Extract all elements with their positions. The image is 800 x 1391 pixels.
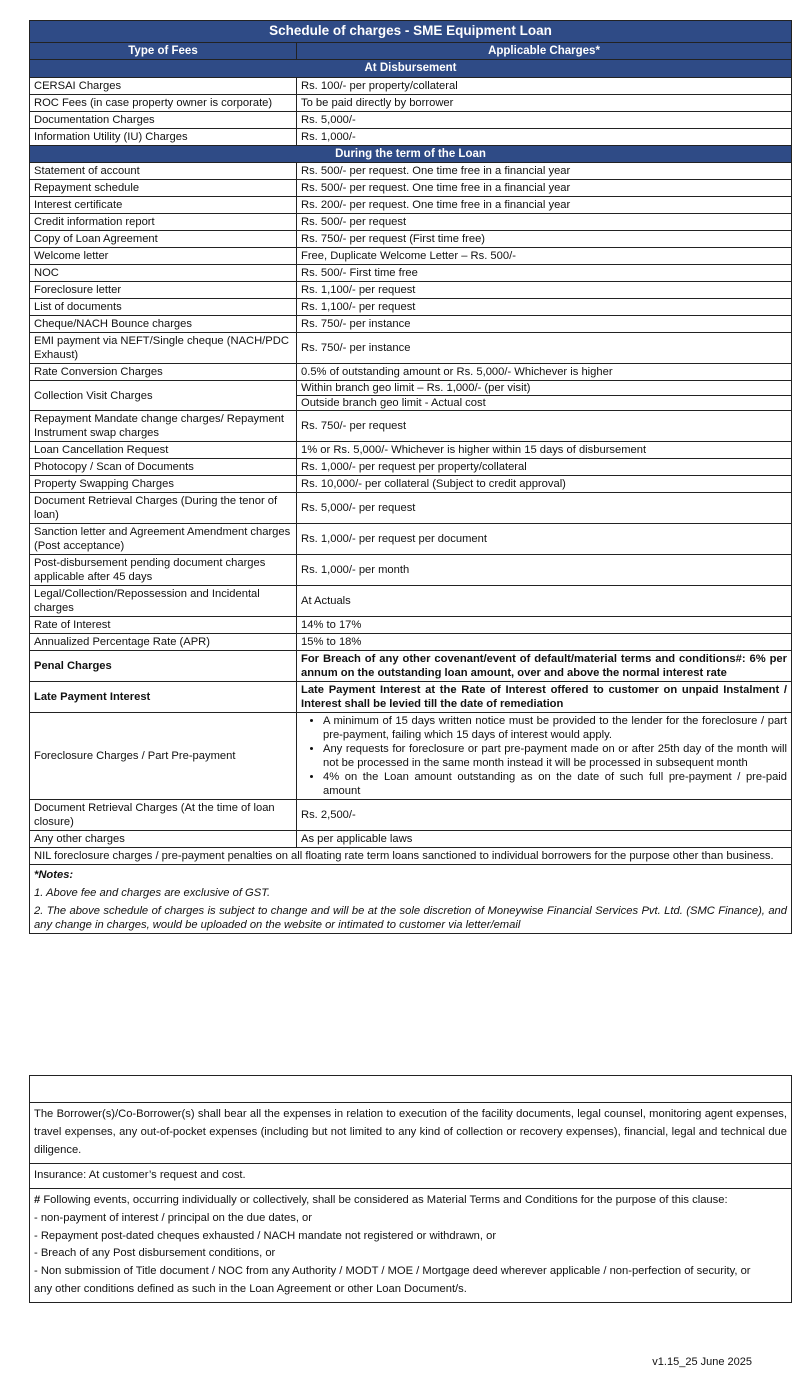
table-row <box>30 713 792 800</box>
section-heading-disbursement: At Disbursement <box>30 60 792 77</box>
fee-type: List of documents <box>30 299 297 316</box>
table-row <box>30 634 792 651</box>
collection-visit-outside: Outside branch geo limit - Actual cost <box>301 397 486 409</box>
fee-type: Cheque/NACH Bounce charges <box>30 316 297 333</box>
table-row <box>30 316 792 333</box>
fee-charge: Rs. 5,000/- per request <box>297 493 792 524</box>
fee-charge: Rs. 5,000/- <box>297 111 792 128</box>
list-item: • 4% on the Loan amount outstanding as on the date of such full pre-payment / pre-paid amount <box>323 770 787 798</box>
table-row <box>30 459 792 476</box>
table-row <box>30 214 792 231</box>
fee-charge: To be paid directly by borrower <box>297 94 792 111</box>
notes-heading: *Notes: <box>34 869 74 881</box>
table-row <box>30 831 792 848</box>
fee-charge: Late Payment Interest at the Rate of Interest offered to customer on unpaid Instalment / Interest shall be levied till the date of remediation <box>297 682 792 713</box>
notes-block <box>30 865 792 934</box>
table-row <box>30 77 792 94</box>
fee-charge: 1% or Rs. 5,000/- Whichever is higher within 15 days of disbursement <box>297 442 792 459</box>
fee-charge: Rs. 100/- per property/collateral <box>297 77 792 94</box>
fee-type: Sanction letter and Agreement Amendment charges (Post acceptance) <box>30 524 297 555</box>
table-row <box>30 651 792 682</box>
fee-charge: Free, Duplicate Welcome Letter – Rs. 500/- <box>297 248 792 265</box>
table-row <box>30 682 792 713</box>
fee-type: Rate of Interest <box>30 617 297 634</box>
fee-type: Any other charges <box>30 831 297 848</box>
fee-type: Document Retrieval Charges (During the tenor of loan) <box>30 493 297 524</box>
fee-charge: At Actuals <box>297 586 792 617</box>
fee-type: Photocopy / Scan of Documents <box>30 459 297 476</box>
fee-type: Credit information report <box>30 214 297 231</box>
version-label: v1.15_25 June 2025 <box>652 1356 752 1368</box>
fee-type: NOC <box>30 265 297 282</box>
list-item: - Repayment post-dated cheques exhausted / NACH mandate not registered or withdrawn, or <box>34 1229 497 1242</box>
table-title: Schedule of charges - SME Equipment Loan <box>30 21 792 43</box>
fee-charge: As per applicable laws <box>297 831 792 848</box>
fee-type: Statement of account <box>30 163 297 180</box>
fee-type: ROC Fees (in case property owner is corporate) <box>30 94 297 111</box>
fee-charge: Rs. 1,000/- per month <box>297 555 792 586</box>
fee-type: CERSAI Charges <box>30 77 297 94</box>
hash-marker: # <box>34 1193 41 1206</box>
fee-type: Penal Charges <box>30 651 297 682</box>
fee-type: Rate Conversion Charges <box>30 364 297 381</box>
fee-charge: Rs. 2,500/- <box>297 800 792 831</box>
fee-type: Documentation Charges <box>30 111 297 128</box>
fee-type: Document Retrieval Charges (At the time of loan closure) <box>30 800 297 831</box>
fee-type: EMI payment via NEFT/Single cheque (NACH/PDC Exhaust) <box>30 333 297 364</box>
list-item: - Non submission of Title document / NOC from any Authority / MODT / MOE / Mortgage deed wherever applicable / non-perfection of security, or <box>34 1265 751 1278</box>
material-terms-clause <box>30 1188 792 1303</box>
list-item: • Any requests for foreclosure or part pre-payment made on or after 25th day of the month will not be processed in the same month instead it will be processed in subsequent month <box>323 742 787 770</box>
table-row <box>30 128 792 145</box>
table-row <box>30 333 792 364</box>
nil-foreclosure-note: NIL foreclosure charges / pre-payment penalties on all floating rate term loans sanctioned to individual borrowers for the purpose other than business. <box>30 848 792 865</box>
list-item: any other conditions defined as such in the Loan Agreement or other Loan Document/s. <box>34 1283 467 1296</box>
charges-table <box>29 20 792 934</box>
fee-type: Foreclosure Charges / Part Pre-payment <box>30 713 297 800</box>
fee-charge: Rs. 1,000/- per request per property/collateral <box>297 459 792 476</box>
table-row <box>30 248 792 265</box>
fee-charge: Rs. 1,000/- <box>297 128 792 145</box>
fee-charge: Rs. 750/- per instance <box>297 333 792 364</box>
table-row <box>30 524 792 555</box>
table-row <box>30 94 792 111</box>
fee-charge: 0.5% of outstanding amount or Rs. 5,000/- Whichever is higher <box>297 364 792 381</box>
fee-charge: Rs. 200/- per request. One time free in a financial year <box>297 197 792 214</box>
table-row <box>30 411 792 442</box>
expenses-clause: The Borrower(s)/Co-Borrower(s) shall bear all the expenses in relation to execution of the facility documents, legal counsel, monitoring agent expenses, travel expenses, any out-of-pocket expenses (including but not limited to any kind of collection or recovery expenses), financial, legal and technical due diligence. <box>30 1103 792 1164</box>
column-header-type: Type of Fees <box>30 42 297 59</box>
fee-charge <box>297 381 792 411</box>
fee-charge: Rs. 10,000/- per collateral (Subject to credit approval) <box>297 476 792 493</box>
fee-type: Welcome letter <box>30 248 297 265</box>
fee-type: Information Utility (IU) Charges <box>30 128 297 145</box>
note-item: 1. Above fee and charges are exclusive of GST. <box>34 887 271 899</box>
fee-charge: Rs. 500/- First time free <box>297 265 792 282</box>
table-row <box>30 163 792 180</box>
collection-visit-within: Within branch geo limit – Rs. 1,000/- (per visit) <box>297 381 791 396</box>
fee-charge: For Breach of any other covenant/event of default/material terms and conditions#: 6% per annum on the outstanding loan amount, over and above the normal interest rate <box>297 651 792 682</box>
fee-charge: Rs. 750/- per request (First time free) <box>297 231 792 248</box>
list-item: - non-payment of interest / principal on the due dates, or <box>34 1211 312 1224</box>
table-row <box>30 364 792 381</box>
fee-charge: 15% to 18% <box>297 634 792 651</box>
column-header-charges: Applicable Charges* <box>297 42 792 59</box>
fee-type: Annualized Percentage Rate (APR) <box>30 634 297 651</box>
fee-charge: Rs. 1,100/- per request <box>297 299 792 316</box>
fee-type: Foreclosure letter <box>30 282 297 299</box>
terms-table <box>29 1075 792 1303</box>
table-row <box>30 180 792 197</box>
table-row <box>30 381 792 411</box>
material-intro: Following events, occurring individually or collectively, shall be considered as Material Terms and Conditions for the purpose of this clause: <box>40 1193 728 1206</box>
table-row <box>30 442 792 459</box>
table-row <box>30 493 792 524</box>
table-row <box>30 197 792 214</box>
list-item: - Breach of any Post disbursement conditions, or <box>34 1247 276 1260</box>
fee-charge: Rs. 500/- per request. One time free in a financial year <box>297 180 792 197</box>
table-row <box>30 555 792 586</box>
table-row <box>30 476 792 493</box>
fee-charge: 14% to 17% <box>297 617 792 634</box>
table-row <box>30 617 792 634</box>
fee-charge: Rs. 750/- per request <box>297 411 792 442</box>
foreclosure-list <box>301 714 787 798</box>
table-row <box>30 111 792 128</box>
fee-type: Late Payment Interest <box>30 682 297 713</box>
fee-type: Interest certificate <box>30 197 297 214</box>
fee-type: Loan Cancellation Request <box>30 442 297 459</box>
fee-charge: Rs. 1,100/- per request <box>297 282 792 299</box>
fee-type: Collection Visit Charges <box>30 381 297 411</box>
table-row <box>30 299 792 316</box>
table-row <box>30 265 792 282</box>
fee-charge: Rs. 1,000/- per request per document <box>297 524 792 555</box>
table-row <box>30 800 792 831</box>
fee-type: Legal/Collection/Repossession and Incidental charges <box>30 586 297 617</box>
fee-type: Copy of Loan Agreement <box>30 231 297 248</box>
section-heading-term: During the term of the Loan <box>30 145 792 162</box>
fee-charge: Rs. 500/- per request <box>297 214 792 231</box>
fee-charge: Rs. 750/- per instance <box>297 316 792 333</box>
fee-type: Post-disbursement pending document charges applicable after 45 days <box>30 555 297 586</box>
blank-row <box>30 1076 792 1103</box>
table-row <box>30 282 792 299</box>
insurance-clause: Insurance: At customer’s request and cost. <box>30 1163 792 1188</box>
list-item: • A minimum of 15 days written notice must be provided to the lender for the foreclosure / part pre-payment, failing which 15 days of interest would apply. <box>323 714 787 742</box>
table-row <box>30 231 792 248</box>
table-row <box>30 586 792 617</box>
fee-type: Repayment Mandate change charges/ Repayment Instrument swap charges <box>30 411 297 442</box>
fee-charge: Rs. 500/- per request. One time free in a financial year <box>297 163 792 180</box>
fee-charge <box>297 713 792 800</box>
note-item: 2. The above schedule of charges is subject to change and will be at the sole discretion of Moneywise Financial Services Pvt. Ltd. (SMC Finance), and any change in charges, would be uploaded on the website or intimated to customer via letter/email <box>34 905 787 931</box>
fee-type: Repayment schedule <box>30 180 297 197</box>
fee-type: Property Swapping Charges <box>30 476 297 493</box>
